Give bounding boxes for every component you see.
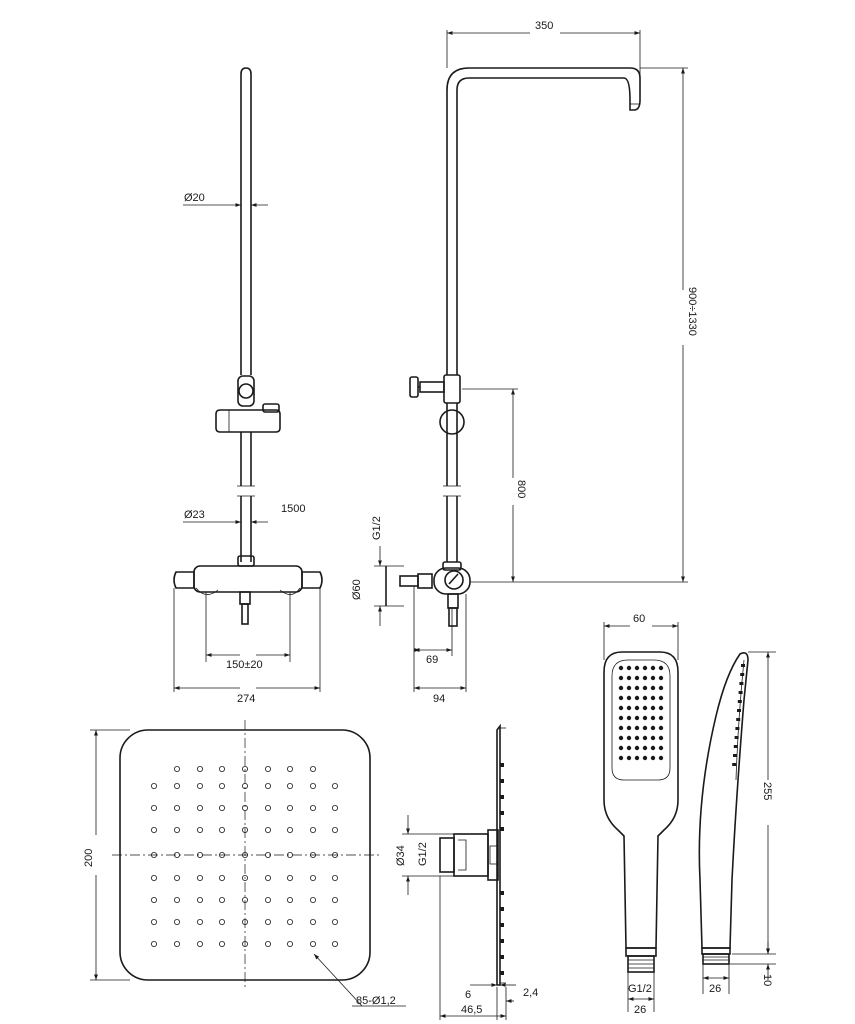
hand-nozzle (651, 746, 655, 750)
dim-hand-side-base: 26 (709, 983, 722, 995)
hand-side-nozzle (740, 673, 744, 676)
hand-nozzle (635, 666, 639, 670)
front-view-dimensions (174, 192, 320, 705)
hand-nozzle (619, 746, 623, 750)
hand-nozzle (635, 706, 639, 710)
dim-thread: G1/2 (371, 516, 383, 540)
hand-nozzle (643, 716, 647, 720)
hand-nozzle (659, 746, 663, 750)
hand-nozzle (627, 686, 631, 690)
hand-nozzle (635, 736, 639, 740)
hand-nozzle (627, 756, 631, 760)
nozzle (219, 805, 224, 810)
nozzle (287, 805, 292, 810)
dim-spacing: 150±20 (226, 659, 263, 671)
head-shower-top-view (112, 720, 380, 990)
nozzle (197, 875, 202, 880)
hand-nozzle (659, 696, 663, 700)
hand-nozzle (619, 756, 623, 760)
hand-nozzle (659, 706, 663, 710)
hand-nozzle (659, 726, 663, 730)
hand-nozzle (627, 696, 631, 700)
nozzle (151, 897, 156, 902)
nozzle (332, 897, 337, 902)
side-nozzle (500, 827, 504, 831)
hand-nozzle (627, 736, 631, 740)
nozzle (197, 897, 202, 902)
dim-head-height: 800 (515, 480, 527, 499)
hand-nozzle (651, 736, 655, 740)
dim-hand-length: 255 (761, 782, 773, 801)
nozzle (197, 919, 202, 924)
side-nozzle (500, 955, 504, 959)
dim-total-height: 1500 (281, 503, 306, 515)
nozzle (265, 897, 270, 902)
nozzle (174, 805, 179, 810)
hand-nozzle (635, 686, 639, 690)
nozzle (265, 919, 270, 924)
dim-top-width: 350 (535, 20, 554, 32)
hand-nozzle (627, 716, 631, 720)
side-nozzle (500, 939, 504, 943)
hand-nozzle (643, 746, 647, 750)
hand-nozzle (643, 756, 647, 760)
hand-side-nozzle (738, 700, 742, 703)
hand-nozzle (627, 706, 631, 710)
hand-nozzle (651, 696, 655, 700)
hand-nozzle (619, 736, 623, 740)
nozzle (287, 766, 292, 771)
nozzle (310, 766, 315, 771)
dim-hand-base: 26 (634, 1004, 647, 1016)
hand-nozzle (619, 706, 623, 710)
nozzle (197, 783, 202, 788)
dim-pipe-diameter-low: Ø23 (184, 509, 205, 521)
hand-nozzle (627, 746, 631, 750)
side-view-dimensions (351, 20, 698, 705)
nozzle (310, 875, 315, 880)
side-nozzle (500, 795, 504, 799)
nozzle (310, 805, 315, 810)
nozzle (332, 783, 337, 788)
hand-side-nozzle (732, 763, 736, 766)
dim-mixer-width: 274 (237, 693, 256, 705)
nozzle (219, 897, 224, 902)
hand-nozzle (659, 716, 663, 720)
hand-nozzle (635, 756, 639, 760)
hand-nozzle (635, 716, 639, 720)
nozzle (310, 941, 315, 946)
hand-nozzle (627, 666, 631, 670)
hand-nozzle (651, 726, 655, 730)
nozzle (287, 875, 292, 880)
hand-nozzle (651, 756, 655, 760)
hand-nozzle (651, 666, 655, 670)
hand-nozzle (643, 676, 647, 680)
nozzle-grid (151, 766, 337, 946)
hand-nozzle (619, 676, 623, 680)
side-nozzle (500, 907, 504, 911)
nozzle (332, 919, 337, 924)
hand-nozzle (659, 736, 663, 740)
dim-depth-69: 69 (426, 654, 439, 666)
hand-side-nozzle (741, 664, 745, 667)
nozzle (287, 919, 292, 924)
hand-nozzle (651, 686, 655, 690)
nozzle (287, 783, 292, 788)
hand-side-nozzle (735, 727, 739, 730)
hand-nozzle (643, 736, 647, 740)
nozzle (310, 919, 315, 924)
hand-side-nozzle (735, 736, 739, 739)
nozzle (332, 805, 337, 810)
dim-head-size: 200 (83, 848, 95, 867)
nozzle (287, 827, 292, 832)
hand-nozzle (627, 676, 631, 680)
nozzle (219, 875, 224, 880)
dim-nozzles: 85-Ø1,2 (356, 995, 396, 1007)
nozzle (151, 805, 156, 810)
hand-nozzle (643, 686, 647, 690)
hand-nozzle (659, 756, 663, 760)
dim-conn-thread: G1/2 (417, 842, 429, 866)
hand-nozzle (635, 726, 639, 730)
hand-nozzle (627, 726, 631, 730)
hand-shower-front (604, 652, 678, 972)
nozzle (332, 875, 337, 880)
nozzle (219, 919, 224, 924)
nozzle (287, 941, 292, 946)
hand-nozzle (643, 666, 647, 670)
nozzle (332, 941, 337, 946)
nozzle (310, 897, 315, 902)
hand-nozzle (643, 726, 647, 730)
nozzle (265, 875, 270, 880)
nozzle (219, 766, 224, 771)
hand-nozzle (619, 666, 623, 670)
dim-rail-height: 900÷1330 (686, 287, 698, 336)
nozzle (197, 805, 202, 810)
nozzle (197, 766, 202, 771)
hand-nozzle (635, 676, 639, 680)
hand-nozzle (635, 696, 639, 700)
front-view-slide-rail (174, 68, 322, 624)
hand-nozzle (651, 676, 655, 680)
side-nozzle (500, 779, 504, 783)
hand-nozzle (619, 726, 623, 730)
side-nozzle (500, 811, 504, 815)
dim-head-thk-24: 2,4 (523, 987, 539, 999)
hand-shower-nozzles (619, 666, 663, 760)
nozzle (151, 941, 156, 946)
dim-wall-diameter: Ø60 (351, 579, 363, 600)
hand-nozzle (659, 676, 663, 680)
nozzle (197, 941, 202, 946)
hand-nozzle (659, 686, 663, 690)
dim-hand-thread: G1/2 (628, 983, 652, 995)
hand-nozzle (619, 686, 623, 690)
hand-nozzle (643, 696, 647, 700)
side-nozzle (500, 891, 504, 895)
hand-nozzle (619, 716, 623, 720)
hand-side-nozzle (739, 682, 743, 685)
nozzle (265, 941, 270, 946)
side-nozzle (500, 923, 504, 927)
nozzle (219, 941, 224, 946)
dim-head-thk-6: 6 (465, 989, 472, 1001)
side-nozzle (500, 971, 504, 975)
hand-shower-side-dimensions (703, 652, 776, 995)
nozzle (151, 919, 156, 924)
nozzle (151, 827, 156, 832)
hand-side-nozzle (734, 745, 738, 748)
hand-side-nozzle (736, 718, 740, 721)
nozzle (197, 827, 202, 832)
hand-shower-side (699, 653, 748, 964)
dim-depth-94: 94 (433, 693, 446, 705)
hand-nozzle (619, 696, 623, 700)
dim-conn-diameter: Ø34 (395, 845, 407, 866)
nozzle (174, 783, 179, 788)
nozzle (174, 897, 179, 902)
nozzle (265, 783, 270, 788)
nozzle (174, 875, 179, 880)
head-shower-side-dimensions (395, 815, 538, 1020)
hand-side-nozzle (733, 754, 737, 757)
nozzle (219, 783, 224, 788)
head-shower-side-view (440, 726, 506, 985)
nozzle (219, 827, 224, 832)
hand-nozzle (659, 666, 663, 670)
nozzle (310, 783, 315, 788)
nozzle (174, 941, 179, 946)
nozzle (265, 805, 270, 810)
dim-head-depth: 46,5 (461, 1004, 483, 1016)
nozzle (151, 875, 156, 880)
hand-side-nozzle (739, 691, 743, 694)
nozzle (174, 766, 179, 771)
nozzle (151, 783, 156, 788)
dim-hand-side-10: 10 (761, 974, 773, 987)
nozzle (287, 897, 292, 902)
nozzle (332, 827, 337, 832)
dim-hand-width: 60 (633, 613, 646, 625)
nozzle (310, 827, 315, 832)
hand-nozzle (643, 706, 647, 710)
side-nozzle (500, 763, 504, 767)
hand-nozzle (651, 716, 655, 720)
nozzle (174, 919, 179, 924)
hand-nozzle (651, 706, 655, 710)
nozzle (174, 827, 179, 832)
hand-nozzle (635, 746, 639, 750)
nozzle (265, 766, 270, 771)
nozzle (265, 827, 270, 832)
hand-side-nozzle (737, 709, 741, 712)
dim-pipe-diameter: Ø20 (184, 192, 205, 204)
